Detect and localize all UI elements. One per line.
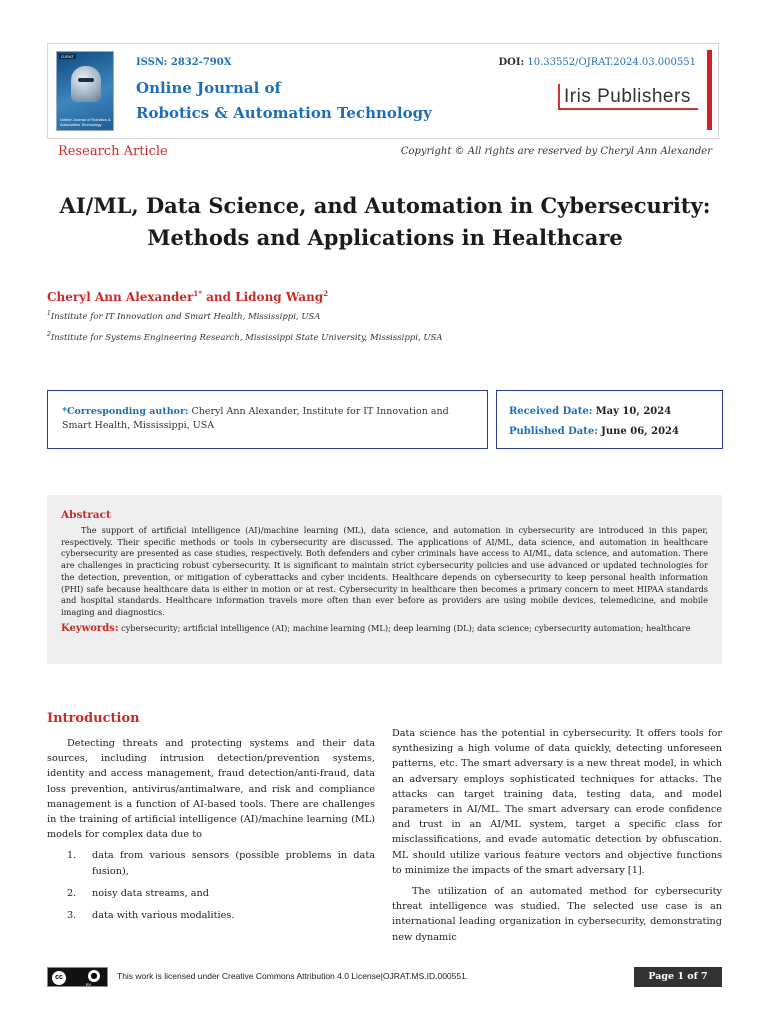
page-footer — [47, 967, 722, 987]
list-text: noisy data streams, and — [92, 887, 209, 899]
keywords — [61, 623, 708, 634]
title-line2: Methods and Applications in Healthcare — [147, 225, 623, 250]
keywords-list: cybersecurity; artificial intelligence (AI); machine learning (ML); deep learning (DL); data science; cybersecurity automation; healthcare — [118, 622, 691, 633]
person-icon: ● — [88, 970, 100, 982]
affiliation-1 — [47, 310, 320, 322]
footer-separator: | — [380, 971, 383, 981]
correspondence-label: *Corresponding author: — [62, 406, 189, 417]
published-label: Published Date: — [509, 426, 598, 437]
publisher-logo — [558, 81, 698, 111]
author-1-sup: 1* — [193, 289, 202, 298]
doi — [498, 57, 696, 68]
aff1-text: Institute for IT Innovation and Smart Health, Mississippi, USA — [50, 311, 321, 322]
cover-text: Online Journal of Robotics & Automation Technology — [60, 117, 111, 127]
list-item — [47, 908, 375, 923]
abstract-section — [47, 495, 722, 664]
doi-link[interactable]: 10.33552/OJRAT.2024.03.000551 — [527, 57, 696, 68]
list-number: 3. — [67, 910, 77, 922]
doi-label: DOI: — [498, 57, 525, 68]
intro-paragraph-3: The utilization of an automated method for cybersecurity threat intelligence was studied. The selected use case is an international leading organization in cybersecurity, demonstrating new dynamic — [392, 886, 722, 943]
dates-box — [496, 390, 723, 449]
publisher-name: Iris Publishers — [564, 86, 691, 107]
intro-paragraph-2: Data science has the potential in cybersecurity. It offers tools for synthesizing a high volume of data quickly, detecting unforeseen patterns, etc. The smart adversary is a new threat model, in which an adversary employs sophisticated techniques for attacks. The attacks can target training data, testing data, and model parameters in AI/ML. The smart adversary can erode confidence and trust in an AI/ML system, target a specific class for misclassifications, and evade automatic detection by obfuscation. ML should utilize various feature vectors and objective functions to minimize the impacts of the smart adversary [1]. — [392, 728, 722, 876]
aff2-text: Institute for Systems Engineering Research, Mississippi State University, Mississippi, USA — [50, 332, 443, 343]
received-date — [509, 402, 710, 422]
author-2-sup: 2 — [323, 289, 329, 298]
license-statement: This work is licensed under Creative Commons Attribution 4.0 License — [117, 971, 381, 981]
cc-by-license-icon[interactable] — [47, 967, 108, 987]
correspondence-box — [47, 390, 488, 449]
article-id: OJRAT.MS.ID.000551. — [382, 971, 469, 981]
list-text: data with various modalities. — [92, 910, 235, 922]
authors — [47, 289, 328, 304]
aff2-sup: 2 — [47, 331, 51, 338]
abstract-text: The support of artificial intelligence (AI)/machine learning (ML), data science, and automation in cybersecurity are introduced in this paper, respectively. Their specific methods or tools in cybersecurity are discussed. The applications of AI/ML, data science, and automation in healthcare cybersecurity are presented as case studies, respectively. Both defenders and cyber criminals have access to AI/ML, data science, and automation. There are challenges in practicing robust cybersecurity. It is significant to maintain strict cybersecurity policies and use advanced or updated technologies for the detection, prevention, or mitigation of cyberattacks and cyber incidents. Healthcare depends on cybersecurity to keep personal health information (PHI) safe because healthcare data is either in motion or at rest. Cybersecurity in healthcare then becomes a primary concern to meet HIPAA standards and hospital standards. Healthcare information travels more often than ever before as providers are using mobile devices, telemedicine, and mobile imaging and diagnostics. — [61, 525, 708, 617]
body-column-right — [392, 726, 722, 945]
intro-paragraph-1: Detecting threats and protecting systems and their data sources, including intrusion detection/prevention systems, identity and access management, fraud detection/anti-fraud, data loss prevention, antivirus/antimalware, and risk and compliance management is a function of AI-based tools. There are challenges in the training of artificial intelligence (AI)/machine learning (ML) models for complex data due to — [47, 738, 375, 841]
introduction-heading: Introduction — [47, 711, 140, 726]
challenge-list — [47, 848, 375, 923]
correspondence-text: Cheryl Ann Alexander, Institute for IT Innovation and Smart Health, Mississippi, USA — [62, 406, 449, 431]
aff1-sup: 1 — [47, 310, 51, 317]
cc-icon: cc — [52, 971, 66, 985]
list-number: 1. — [67, 850, 77, 862]
copyright: Copyright © All rights are reserved by Cheryl Ann Alexander — [400, 146, 712, 157]
journal-name-line2: Robotics & Automation Technology — [136, 104, 432, 122]
header-accent-bar — [707, 50, 712, 130]
abstract-heading: Abstract — [61, 509, 111, 521]
list-text: data from various sensors (possible problems in data fusion), — [92, 850, 375, 877]
author-1[interactable]: Cheryl Ann Alexander — [47, 290, 194, 304]
license-text — [117, 971, 468, 981]
title-line1: AI/ML, Data Science, and Automation in Cybersecurity: — [59, 193, 711, 218]
published-date — [509, 422, 710, 442]
journal-name — [136, 76, 432, 126]
journal-name-line1: Online Journal of — [136, 79, 281, 97]
body-column-left — [47, 736, 375, 930]
published-value: June 06, 2024 — [601, 426, 679, 437]
list-number: 2. — [67, 887, 77, 899]
affiliation-2 — [47, 331, 442, 343]
journal-header — [47, 43, 719, 139]
paper-title — [40, 190, 730, 254]
page-number: Page 1 of 7 — [634, 967, 722, 987]
by-label: BY — [86, 982, 92, 987]
list-item — [47, 886, 375, 901]
journal-cover-image — [56, 51, 114, 131]
issn: ISSN: 2832-790X — [136, 57, 232, 68]
received-label: Received Date: — [509, 406, 593, 417]
received-value: May 10, 2024 — [595, 406, 672, 417]
authors-and: and — [201, 290, 236, 304]
keywords-label: Keywords: — [61, 622, 119, 634]
article-type: Research Article — [58, 144, 168, 159]
list-item — [47, 848, 375, 878]
robot-icon — [71, 66, 101, 102]
author-2[interactable]: Lidong Wang — [235, 290, 324, 304]
cover-tag: OJRAT — [61, 54, 74, 59]
